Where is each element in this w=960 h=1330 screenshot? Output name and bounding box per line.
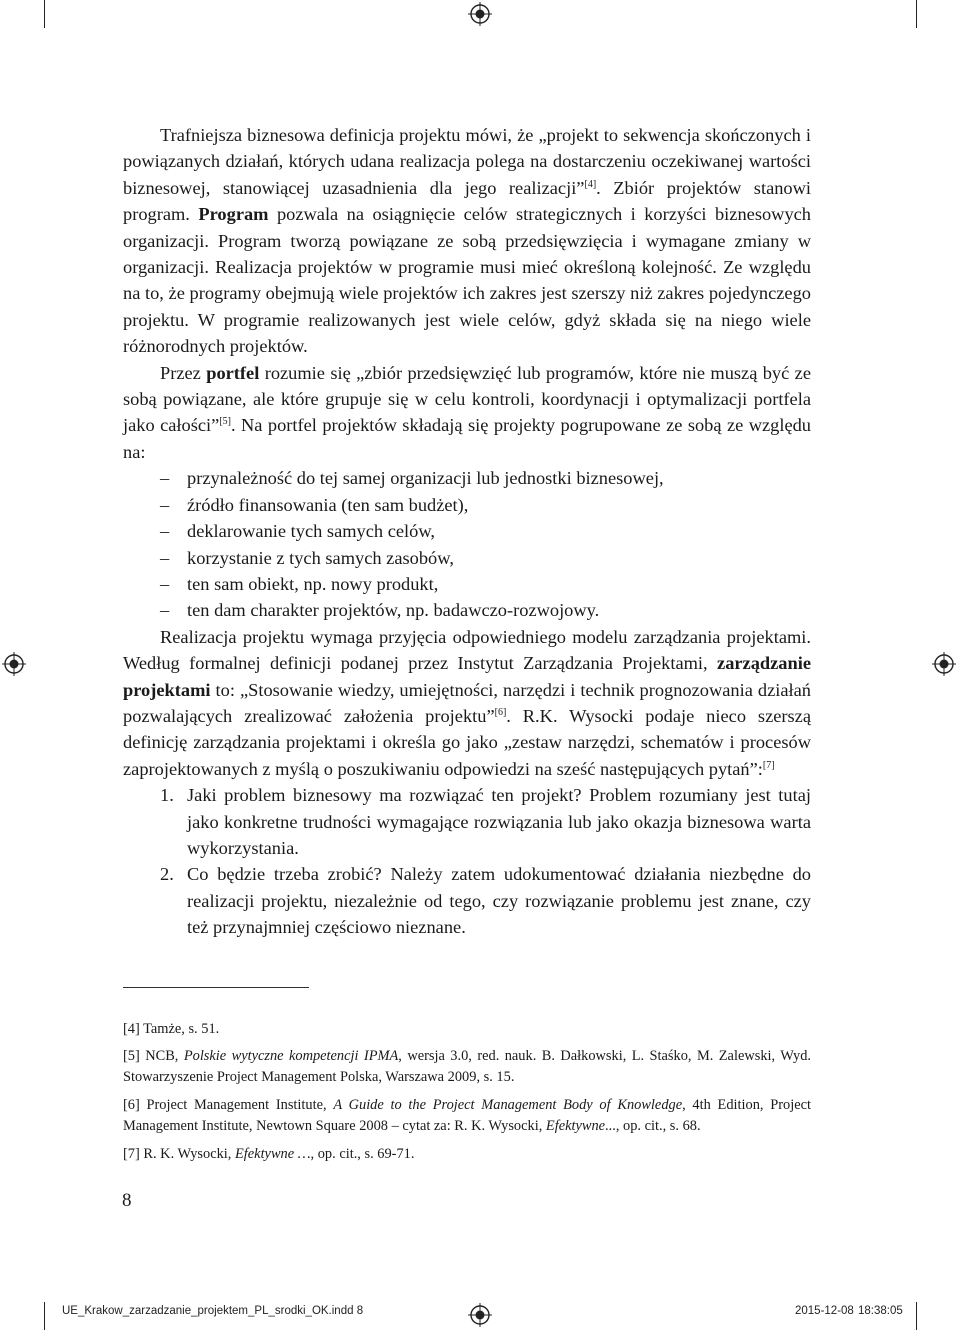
footnote-ref: [6] xyxy=(494,706,507,718)
footnote-7: [7] R. K. Wysocki, Efektywne …, op. cit., s. 69-71. xyxy=(123,1146,415,1162)
questions-list xyxy=(123,782,811,940)
list-number: 2. xyxy=(160,864,174,885)
list-item: – korzystanie z tych samych zasobów, xyxy=(123,545,811,571)
list-item: – ten sam obiekt, np. nowy produkt, xyxy=(123,571,811,597)
paragraph-program: Trafniejsza biznesowa definicja projektu mówi, że „projekt to sekwencja skończonych i powiązanych działań, których udana realizacja polega na dostarczeniu oczekiwanej wartości biznesowej, stanowiącej uzasadnienia dla jego realizacji”[4]. Zbiór projektów stanowi program. Program pozwala na osiągnięcie celów strategicznych i korzyści biznesowych organizacji. Program tworzą powiązane ze sobą przedsięwzięcia i wymagane zmiany w organizacji. Realizacja projektów w programie musi mieć określoną kolejność. Ze względu na to, że programy obejmują wiele projektów ich zakres jest szerszy niż zakres pojedynczego projektu. W programie realizowanych jest wiele celów, gdyż składa się na niego wiele różnorodnych projektów. xyxy=(123,125,812,357)
paragraph-project-management: Realizacja projektu wymaga przyjęcia odpowiedniego modelu zarządzania projektami. Według formalnej definicji podanej przez Instytut Zarządzania Projektami, zarządzanie projektami to: „Stosowanie wiedzy, umiejętności, narzędzi i technik prognozowania działań pozwalających zrealizować założenia projektu”[6]. R.K. Wysocki podaje nieco szerszą definicję zarządzania projektami i określa go jako „zestaw narzędzi, schematów i procesów zaprojektowanych z myślą o poszukiwaniu odpowiedzi na sześć następujących pytań”:[7] xyxy=(123,626,811,779)
footnote-4: [4] Tamże, s. 51. xyxy=(123,1021,220,1037)
term-zarzadzanie-projektami: zarządzanie projektami xyxy=(123,653,811,700)
registration-mark-icon xyxy=(2,652,26,676)
crop-mark-icon xyxy=(44,1302,45,1330)
footnotes xyxy=(123,1019,811,1172)
slug-time: 18:38:05 xyxy=(858,1305,903,1317)
criteria-list xyxy=(123,465,811,623)
footnote-5: [5] NCB, Polskie wytyczne kompetencji IPMA, wersja 3.0, red. nauk. B. Dałkowski, L. Staśko, M. Zalewski, Wyd. Stowarzyszenie Project Management Polska, Warszawa 2009, s. 15. xyxy=(123,1048,811,1085)
crop-mark-icon xyxy=(916,1302,917,1330)
crop-mark-icon xyxy=(44,0,45,28)
registration-mark-icon xyxy=(932,652,956,676)
slug-date: 2015-12-08 xyxy=(795,1305,854,1317)
slug-filename: UE_Krakow_zarzadzanie_projektem_PL_srodki_OK.indd 8 xyxy=(62,1305,364,1317)
list-item: – deklarowanie tych samych celów, xyxy=(123,518,811,544)
list-item: – ten dam charakter projektów, np. badawczo-rozwojowy. xyxy=(123,597,811,623)
page-body xyxy=(123,122,811,941)
list-number: 1. xyxy=(160,785,174,806)
footnote-ref: [4] xyxy=(584,178,597,190)
paragraph-portfolio: Przez portfel rozumie się „zbiór przedsięwzięć lub programów, które nie muszą być ze sobą powiązane, ale które grupuje się w celu kontroli, koordynacji i optymalizacji portfela jako całości”[5]. Na portfel projektów składają się projekty pogrupowane ze sobą ze względu na: xyxy=(123,362,812,462)
footnote-ref: [7] xyxy=(762,759,775,771)
term-portfel: portfel xyxy=(206,362,260,383)
crop-mark-icon xyxy=(916,0,917,28)
list-item: 1. Jaki problem biznesowy ma rozwiązać ten projekt? Problem rozumiany jest tutaj jako konkretne trudności wymagające rozwiązania lub jako okazja biznesowa warta wykorzystania. xyxy=(123,782,811,861)
footnote-separator xyxy=(123,987,309,988)
page-number: 8 xyxy=(122,1190,132,1211)
footnote-6: [6] Project Management Institute, A Guide to the Project Management Body of Knowledge, 4th Edition, Project Management Institute, Newtown Square 2008 – cytat za: R. K. Wysocki, Efektywne..., op. cit., s. 68. xyxy=(123,1097,812,1134)
list-item: 2. Co będzie trzeba zrobić? Należy zatem udokumentować działania niezbędne do realizacji projektu, niezależnie od tego, czy rozwiązanie problemu jest znane, czy też przynajmniej częściowo nieznane. xyxy=(123,861,811,940)
list-item: – przynależność do tej samej organizacji lub jednostki biznesowej, xyxy=(123,465,811,491)
footnote-ref: [5] xyxy=(219,416,231,428)
list-item: – źródło finansowania (ten sam budżet), xyxy=(123,492,811,518)
term-program: Program xyxy=(198,204,269,225)
registration-mark-icon xyxy=(468,1303,492,1327)
registration-mark-icon xyxy=(468,2,492,26)
